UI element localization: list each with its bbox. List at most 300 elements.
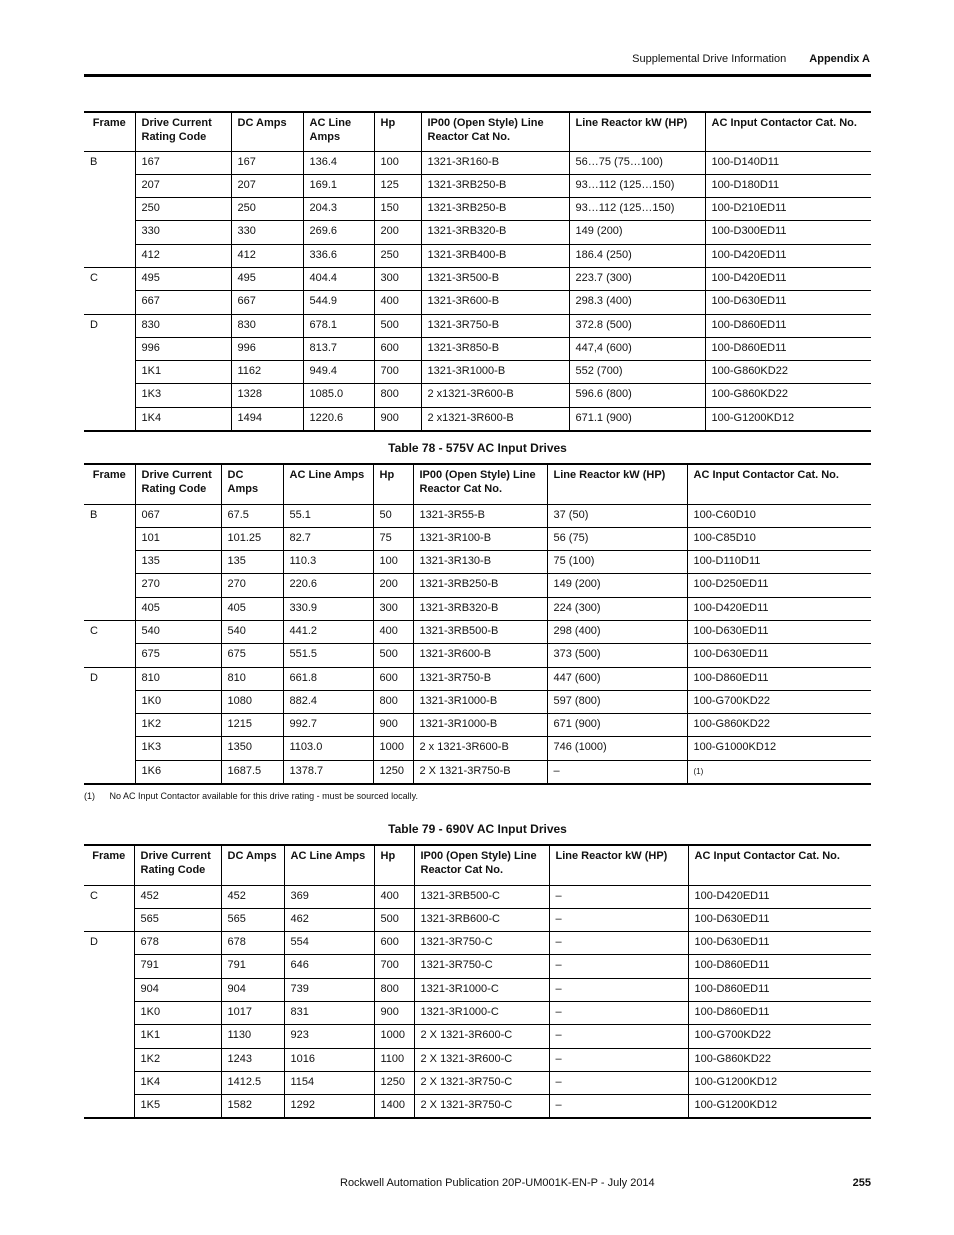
table-cell: 923 bbox=[284, 1025, 374, 1048]
footnote-text: No AC Input Contactor available for this drive rating - must be sourced locally. bbox=[109, 791, 418, 801]
table-cell: 452 bbox=[221, 885, 284, 908]
table-cell: 996 bbox=[231, 337, 303, 360]
table-cell: 1321-3R750-C bbox=[414, 932, 549, 955]
table-cell: 675 bbox=[135, 644, 221, 667]
table-row bbox=[84, 714, 871, 737]
table-row bbox=[84, 551, 871, 574]
table-cell: 412 bbox=[135, 244, 231, 267]
table-cell: 810 bbox=[221, 667, 283, 690]
table-cell: 746 (1000) bbox=[547, 737, 687, 760]
table-cell: 55.1 bbox=[283, 504, 373, 527]
table-cell: 1494 bbox=[231, 407, 303, 430]
column-header: DC Amps bbox=[221, 845, 284, 885]
table-row bbox=[84, 955, 871, 978]
table-cell: 1017 bbox=[221, 1001, 284, 1024]
table-row bbox=[84, 690, 871, 713]
table-row bbox=[84, 384, 871, 407]
table-cell: 1250 bbox=[374, 1071, 414, 1094]
table-cell: 373 (500) bbox=[547, 644, 687, 667]
table-cell: 100-D420ED11 bbox=[705, 267, 871, 290]
table-cell: 1250 bbox=[373, 760, 413, 783]
table-cell: 1321-3RB320-B bbox=[421, 221, 569, 244]
table-cell: 800 bbox=[374, 978, 414, 1001]
table-cell: 831 bbox=[284, 1001, 374, 1024]
table-cell: 1687.5 bbox=[221, 760, 283, 783]
table-cell: 900 bbox=[373, 714, 413, 737]
table-78-caption: Table 78 - 575V AC Input Drives bbox=[388, 441, 567, 455]
table-cell: 791 bbox=[221, 955, 284, 978]
frame-cell: B bbox=[84, 151, 135, 267]
table-cell: 1130 bbox=[221, 1025, 284, 1048]
table-cell: 1321-3R1000-B bbox=[413, 714, 547, 737]
table-cell: 167 bbox=[231, 151, 303, 174]
drive-table-690v bbox=[84, 844, 871, 1119]
table-cell: 93…112 (125…150) bbox=[569, 198, 705, 221]
table-row bbox=[84, 597, 871, 620]
table-cell: 135 bbox=[135, 551, 221, 574]
frame-cell: D bbox=[84, 667, 135, 783]
table-cell: 100-D110D11 bbox=[687, 551, 871, 574]
table-cell: 200 bbox=[374, 221, 421, 244]
table-cell: 67.5 bbox=[221, 504, 283, 527]
table-cell: – bbox=[549, 978, 688, 1001]
table-cell: 207 bbox=[135, 174, 231, 197]
table-cell: 552 (700) bbox=[569, 361, 705, 384]
table-cell: – bbox=[549, 1025, 688, 1048]
table-cell: 1100 bbox=[374, 1048, 414, 1071]
table-cell: 600 bbox=[373, 667, 413, 690]
frame-cell: C bbox=[84, 620, 135, 667]
table-cell: 600 bbox=[374, 932, 414, 955]
table-cell: 101.25 bbox=[221, 527, 283, 550]
table-cell: 330.9 bbox=[283, 597, 373, 620]
table-cell: 400 bbox=[374, 885, 414, 908]
table-row bbox=[84, 978, 871, 1001]
table-row bbox=[84, 151, 871, 174]
table-cell: 136.4 bbox=[303, 151, 374, 174]
table-cell: 1K0 bbox=[135, 690, 221, 713]
table-cell: – bbox=[549, 1048, 688, 1071]
table-cell: 1154 bbox=[284, 1071, 374, 1094]
table-row bbox=[84, 667, 871, 690]
table-row bbox=[84, 407, 871, 430]
table-cell: 949.4 bbox=[303, 361, 374, 384]
table-row bbox=[84, 244, 871, 267]
table-row bbox=[84, 1025, 871, 1048]
table-cell: 1412.5 bbox=[221, 1071, 284, 1094]
table-cell: – bbox=[549, 908, 688, 931]
table-cell: 882.4 bbox=[283, 690, 373, 713]
table-cell: 1K4 bbox=[134, 1071, 221, 1094]
table-cell: 2 X 1321-3R600-C bbox=[414, 1048, 549, 1071]
table-cell: 2 X 1321-3R750-B bbox=[413, 760, 547, 783]
table-cell: 400 bbox=[373, 620, 413, 643]
table-cell: 1321-3R850-B bbox=[421, 337, 569, 360]
table-cell: 93…112 (125…150) bbox=[569, 174, 705, 197]
table-cell: 135 bbox=[221, 551, 283, 574]
table-cell: 100-G860KD22 bbox=[687, 714, 871, 737]
table-cell: 75 (100) bbox=[547, 551, 687, 574]
table-cell: 1000 bbox=[373, 737, 413, 760]
frame-cell: B bbox=[84, 504, 135, 620]
table-cell: 1321-3R600-B bbox=[413, 644, 547, 667]
table-cell: 100-D860ED11 bbox=[705, 337, 871, 360]
table-cell: 1321-3R1000-C bbox=[414, 978, 549, 1001]
table-row bbox=[84, 1095, 871, 1118]
table-cell: 100-D630ED11 bbox=[688, 908, 871, 931]
table-cell: 50 bbox=[373, 504, 413, 527]
table-cell: 100-G1200KD12 bbox=[688, 1071, 871, 1094]
table-cell: 186.4 (250) bbox=[569, 244, 705, 267]
table-cell: 791 bbox=[134, 955, 221, 978]
table-cell: 500 bbox=[374, 314, 421, 337]
table-cell: 300 bbox=[373, 597, 413, 620]
table-cell: 1220.6 bbox=[303, 407, 374, 430]
frame-cell: D bbox=[84, 932, 134, 1118]
table-cell: 495 bbox=[135, 267, 231, 290]
table-cell: 544.9 bbox=[303, 291, 374, 314]
column-header: Frame bbox=[84, 112, 135, 151]
table-cell: 904 bbox=[221, 978, 284, 1001]
column-header: AC Input Contactor Cat. No. bbox=[687, 464, 871, 504]
table-cell: 452 bbox=[134, 885, 221, 908]
table-cell: 830 bbox=[135, 314, 231, 337]
table-cell: 100-D420ED11 bbox=[687, 597, 871, 620]
table-cell: 565 bbox=[134, 908, 221, 931]
table-cell: 2 x 1321-3R600-B bbox=[413, 737, 547, 760]
table-cell: 400 bbox=[374, 291, 421, 314]
column-header: AC Input Contactor Cat. No. bbox=[688, 845, 871, 885]
table-cell: 646 bbox=[284, 955, 374, 978]
table-cell: 100 bbox=[374, 151, 421, 174]
table-cell: 800 bbox=[374, 384, 421, 407]
table-cell: 100-D210ED11 bbox=[705, 198, 871, 221]
table-cell: 1321-3R750-B bbox=[413, 667, 547, 690]
page-number: 255 bbox=[852, 1177, 871, 1189]
table-cell: 270 bbox=[221, 574, 283, 597]
footnote-number: (1) bbox=[84, 791, 95, 801]
table-cell: – bbox=[549, 1095, 688, 1118]
table-row bbox=[84, 174, 871, 197]
table-row bbox=[84, 1001, 871, 1024]
table-cell: 1328 bbox=[231, 384, 303, 407]
table-cell: 565 bbox=[221, 908, 284, 931]
table-cell: 700 bbox=[374, 955, 414, 978]
table-cell: 810 bbox=[135, 667, 221, 690]
table-cell: 600 bbox=[374, 337, 421, 360]
appendix-label: Appendix A bbox=[809, 53, 870, 65]
table-cell: 554 bbox=[284, 932, 374, 955]
table-cell: 1321-3RB250-B bbox=[421, 198, 569, 221]
column-header: Drive Current Rating Code bbox=[135, 112, 231, 151]
table-cell: 82.7 bbox=[283, 527, 373, 550]
table-cell: 1K0 bbox=[134, 1001, 221, 1024]
table-cell: 900 bbox=[374, 407, 421, 430]
table-cell: 100-D420ED11 bbox=[705, 244, 871, 267]
table-cell: 100-D630ED11 bbox=[687, 644, 871, 667]
table-row bbox=[84, 221, 871, 244]
table-cell: 2 X 1321-3R750-C bbox=[414, 1095, 549, 1118]
column-header: IP00 (Open Style) Line Reactor Cat No. bbox=[421, 112, 569, 151]
table-cell: 1350 bbox=[221, 737, 283, 760]
table-cell: 678 bbox=[221, 932, 284, 955]
table-cell: 661.8 bbox=[283, 667, 373, 690]
table-cell: 100-G860KD22 bbox=[705, 384, 871, 407]
table-cell: 100-D180D11 bbox=[705, 174, 871, 197]
column-header: Drive Current Rating Code bbox=[134, 845, 221, 885]
column-header: Hp bbox=[374, 112, 421, 151]
table-row bbox=[84, 574, 871, 597]
running-header bbox=[632, 53, 870, 65]
table-cell: 1162 bbox=[231, 361, 303, 384]
table-cell: 207 bbox=[231, 174, 303, 197]
table-cell: 2 x1321-3R600-B bbox=[421, 407, 569, 430]
table-cell: 1K3 bbox=[135, 384, 231, 407]
table-cell: 2 X 1321-3R750-C bbox=[414, 1071, 549, 1094]
table-cell: 447 (600) bbox=[547, 667, 687, 690]
table-cell: 1321-3R750-C bbox=[414, 955, 549, 978]
drive-table-575v bbox=[84, 463, 871, 785]
column-header: Hp bbox=[374, 845, 414, 885]
table-cell: 149 (200) bbox=[569, 221, 705, 244]
table-cell: 700 bbox=[374, 361, 421, 384]
table-cell: 1378.7 bbox=[283, 760, 373, 783]
table-cell: 500 bbox=[373, 644, 413, 667]
table-row bbox=[84, 527, 871, 550]
table-cell: 372.8 (500) bbox=[569, 314, 705, 337]
table-cell: 1321-3RB250-B bbox=[413, 574, 547, 597]
column-header: AC Line Amps bbox=[303, 112, 374, 151]
table-cell: – bbox=[549, 1071, 688, 1094]
publication-info: Rockwell Automation Publication 20P-UM001K-EN-P - July 2014 bbox=[340, 1177, 655, 1189]
table-cell: 1K2 bbox=[135, 714, 221, 737]
table-cell: 1582 bbox=[221, 1095, 284, 1118]
table-cell: 250 bbox=[374, 244, 421, 267]
table-cell: 100-G1000KD12 bbox=[687, 737, 871, 760]
table-cell: 1243 bbox=[221, 1048, 284, 1071]
table-cell: 1400 bbox=[374, 1095, 414, 1118]
table-cell: 200 bbox=[373, 574, 413, 597]
table-cell: 37 (50) bbox=[547, 504, 687, 527]
table-row bbox=[84, 361, 871, 384]
table-cell: 100-G1200KD12 bbox=[688, 1095, 871, 1118]
table-cell: 100-G700KD22 bbox=[688, 1025, 871, 1048]
column-header: DC Amps bbox=[231, 112, 303, 151]
table-cell: 667 bbox=[231, 291, 303, 314]
table-cell: 404.4 bbox=[303, 267, 374, 290]
table-cell: 671 (900) bbox=[547, 714, 687, 737]
table-cell: 110.3 bbox=[283, 551, 373, 574]
column-header: Drive Current Rating Code bbox=[135, 464, 221, 504]
table-cell: 1000 bbox=[374, 1025, 414, 1048]
table-cell: 1321-3RB500-C bbox=[414, 885, 549, 908]
table-cell: 1321-3RB600-C bbox=[414, 908, 549, 931]
table-cell: 100-G860KD22 bbox=[705, 361, 871, 384]
column-header: DC Amps bbox=[221, 464, 283, 504]
table-cell: – bbox=[547, 760, 687, 783]
table-cell: 100-D420ED11 bbox=[688, 885, 871, 908]
table-cell: 1085.0 bbox=[303, 384, 374, 407]
table-cell: 495 bbox=[231, 267, 303, 290]
table-row bbox=[84, 620, 871, 643]
frame-cell: C bbox=[84, 885, 134, 932]
table-cell: 441.2 bbox=[283, 620, 373, 643]
table-cell: 100-D250ED11 bbox=[687, 574, 871, 597]
table-cell: 462 bbox=[284, 908, 374, 931]
table-row bbox=[84, 737, 871, 760]
table-cell: – bbox=[549, 932, 688, 955]
table-cell: 675 bbox=[221, 644, 283, 667]
table-cell: 678.1 bbox=[303, 314, 374, 337]
table-cell: 1321-3R600-B bbox=[421, 291, 569, 314]
table-cell: 830 bbox=[231, 314, 303, 337]
table-cell: 1K6 bbox=[135, 760, 221, 783]
table-cell: 067 bbox=[135, 504, 221, 527]
drive-table-480v bbox=[84, 111, 871, 432]
table-cell: 100-D860ED11 bbox=[687, 667, 871, 690]
table-cell: – bbox=[549, 955, 688, 978]
table-cell: 1321-3R1000-C bbox=[414, 1001, 549, 1024]
table-cell: 1080 bbox=[221, 690, 283, 713]
table-cell: 224 (300) bbox=[547, 597, 687, 620]
table-cell: 1321-3R100-B bbox=[413, 527, 547, 550]
table-cell: 100-D300ED11 bbox=[705, 221, 871, 244]
table-cell: 813.7 bbox=[303, 337, 374, 360]
table-row bbox=[84, 314, 871, 337]
table-cell: 220.6 bbox=[283, 574, 373, 597]
table-cell: 100-D860ED11 bbox=[688, 978, 871, 1001]
table-row bbox=[84, 198, 871, 221]
table-cell: 100-D860ED11 bbox=[688, 1001, 871, 1024]
table-cell: 1321-3R1000-B bbox=[413, 690, 547, 713]
table-cell: 75 bbox=[373, 527, 413, 550]
table-cell: 300 bbox=[374, 267, 421, 290]
table-cell: 336.6 bbox=[303, 244, 374, 267]
table-row bbox=[84, 908, 871, 931]
table-cell: 100-G1200KD12 bbox=[705, 407, 871, 430]
table-cell: 298.3 (400) bbox=[569, 291, 705, 314]
column-header: AC Line Amps bbox=[283, 464, 373, 504]
frame-cell: C bbox=[84, 267, 135, 314]
table-cell: 298 (400) bbox=[547, 620, 687, 643]
table-79-caption: Table 79 - 690V AC Input Drives bbox=[388, 822, 567, 836]
table-cell: 412 bbox=[231, 244, 303, 267]
table-cell: 250 bbox=[231, 198, 303, 221]
column-header: Frame bbox=[84, 464, 135, 504]
table-cell: 1321-3RB400-B bbox=[421, 244, 569, 267]
column-header: Frame bbox=[84, 845, 134, 885]
table-cell: 540 bbox=[135, 620, 221, 643]
column-header: IP00 (Open Style) Line Reactor Cat No. bbox=[413, 464, 547, 504]
table-cell: 596.6 (800) bbox=[569, 384, 705, 407]
table-cell: 667 bbox=[135, 291, 231, 314]
table-row bbox=[84, 337, 871, 360]
column-header: Hp bbox=[373, 464, 413, 504]
table-cell: – bbox=[549, 1001, 688, 1024]
table-cell: 2 X 1321-3R600-C bbox=[414, 1025, 549, 1048]
table-cell: 1K1 bbox=[135, 361, 231, 384]
table-footnote bbox=[84, 791, 418, 801]
table-cell: 100 bbox=[373, 551, 413, 574]
table-cell: 100-D860ED11 bbox=[705, 314, 871, 337]
table-cell: 125 bbox=[374, 174, 421, 197]
table-cell: 900 bbox=[374, 1001, 414, 1024]
table-cell: 369 bbox=[284, 885, 374, 908]
table-cell: 204.3 bbox=[303, 198, 374, 221]
table-row bbox=[84, 885, 871, 908]
column-header: Line Reactor kW (HP) bbox=[547, 464, 687, 504]
table-cell: 678 bbox=[134, 932, 221, 955]
table-cell: 1321-3RB250-B bbox=[421, 174, 569, 197]
table-cell: 100-C60D10 bbox=[687, 504, 871, 527]
table-cell: 250 bbox=[135, 198, 231, 221]
table-cell: 405 bbox=[135, 597, 221, 620]
table-cell: 1321-3R500-B bbox=[421, 267, 569, 290]
table-cell: 330 bbox=[231, 221, 303, 244]
table-cell: 167 bbox=[135, 151, 231, 174]
table-cell: 2 x1321-3R600-B bbox=[421, 384, 569, 407]
table-row bbox=[84, 932, 871, 955]
table-cell: 996 bbox=[135, 337, 231, 360]
table-cell: 671.1 (900) bbox=[569, 407, 705, 430]
table-cell: 800 bbox=[373, 690, 413, 713]
table-cell: 100-C85D10 bbox=[687, 527, 871, 550]
table-cell: 1321-3R750-B bbox=[421, 314, 569, 337]
table-row bbox=[84, 1048, 871, 1071]
table-cell: 150 bbox=[374, 198, 421, 221]
section-title: Supplemental Drive Information bbox=[632, 53, 787, 65]
table-cell: 100-G700KD22 bbox=[687, 690, 871, 713]
column-header: Line Reactor kW (HP) bbox=[569, 112, 705, 151]
column-header: IP00 (Open Style) Line Reactor Cat No. bbox=[414, 845, 549, 885]
table-cell: 223.7 (300) bbox=[569, 267, 705, 290]
table-cell: 1321-3R55-B bbox=[413, 504, 547, 527]
table-cell: 56 (75) bbox=[547, 527, 687, 550]
table-cell: 1K5 bbox=[134, 1095, 221, 1118]
table-cell: 269.6 bbox=[303, 221, 374, 244]
column-header: AC Line Amps bbox=[284, 845, 374, 885]
table-cell: 1K1 bbox=[134, 1025, 221, 1048]
table-cell: 1016 bbox=[284, 1048, 374, 1071]
table-row bbox=[84, 644, 871, 667]
table-cell: 149 (200) bbox=[547, 574, 687, 597]
frame-cell: D bbox=[84, 314, 135, 430]
table-cell: 1103.0 bbox=[283, 737, 373, 760]
table-cell: 1292 bbox=[284, 1095, 374, 1118]
table-row bbox=[84, 1071, 871, 1094]
table-cell: 100-G860KD22 bbox=[688, 1048, 871, 1071]
table-cell: 597 (800) bbox=[547, 690, 687, 713]
table-cell: (1) bbox=[687, 760, 871, 783]
table-cell: 1321-3RB320-B bbox=[413, 597, 547, 620]
table-cell: 1321-3R130-B bbox=[413, 551, 547, 574]
table-cell: 1K4 bbox=[135, 407, 231, 430]
table-cell: 405 bbox=[221, 597, 283, 620]
table-cell: 1321-3R1000-B bbox=[421, 361, 569, 384]
header-rule bbox=[84, 74, 871, 77]
table-cell: 1215 bbox=[221, 714, 283, 737]
column-header: Line Reactor kW (HP) bbox=[549, 845, 688, 885]
table-row bbox=[84, 291, 871, 314]
table-cell: 101 bbox=[135, 527, 221, 550]
table-row bbox=[84, 267, 871, 290]
table-cell: 100-D630ED11 bbox=[687, 620, 871, 643]
table-cell: 56…75 (75…100) bbox=[569, 151, 705, 174]
table-cell: 100-D630ED11 bbox=[705, 291, 871, 314]
table-cell: 739 bbox=[284, 978, 374, 1001]
table-cell: 1K2 bbox=[134, 1048, 221, 1071]
table-cell: 1321-3R160-B bbox=[421, 151, 569, 174]
